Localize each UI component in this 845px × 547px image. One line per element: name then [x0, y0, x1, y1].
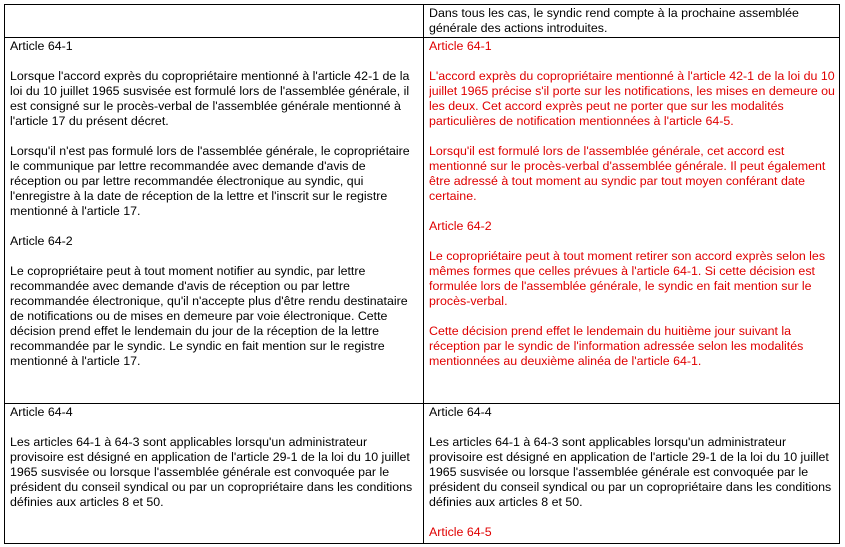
article-64-1-para-1-new: L'accord exprès du copropriétaire mentionné à l'article 42-1 de la loi du 10 juillet 1965 précise s'il porte sur les notifications, les mises en demeure ou les deux. Cet accord exprès peut ne porter que sur les modalités particulières de notification mentionnées à l'article 64-5. — [429, 69, 835, 128]
row1-right-cell — [429, 6, 835, 37]
column-divider — [423, 5, 424, 543]
article-64-5-heading-new: Article 64-5 — [429, 525, 492, 539]
article-64-1-para-2-current: Lorsqu'il n'est pas formulé lors de l'assemblée générale, le copropriétaire le communique par lettre recommandée avec demande d'avis de réception ou par lettre recommandée électronique au syndic, qui l'enregistre à la date de réception de la lettre et l'inscrit sur le registre mentionné à l'article 17. — [10, 144, 410, 218]
article-64-1-heading-new: Article 64-1 — [429, 39, 492, 53]
article-64-4-para-current: Les articles 64-1 à 64-3 sont applicables lorsqu'un administrateur provisoire est désigné en application de l'article 29-1 de la loi du 10 juillet 1965 susvisée ou lorsque l'assemblée générale est convoquée par le président du conseil syndical ou par un copropriétaire dans les conditions définies aux articles 8 et 50. — [10, 435, 413, 509]
article-64-2-para-2-new: Cette décision prend effet le lendemain du huitième jour suivant la réception par le syndic de l'information adressée selon les modalités mentionnées au deuxième alinéa de l'article 64-1. — [429, 324, 804, 368]
row1-right-text: Dans tous les cas, le syndic rend compte à la prochaine assemblée générale des actions introduites. — [429, 6, 799, 35]
row-divider-1 — [5, 37, 839, 38]
row2-left-cell — [10, 39, 418, 402]
row-divider-2 — [5, 403, 839, 404]
article-64-1-para-2-new: Lorsqu'il est formulé lors de l'assemblée générale, cet accord est mentionné sur le procès-verbal d'assemblée générale. Il peut également être adressé à tout moment au syndic par tout moyen conférant date certaine. — [429, 144, 826, 203]
article-64-2-para-1-new: Le copropriétaire peut à tout moment retirer son accord exprès selon les mêmes formes que celles prévues à l'article 64-1. Si cette décision est formulée lors de l'assemblée générale, le syndic en fait mention sur le procès-verbal. — [429, 249, 826, 308]
row3-left-cell — [10, 405, 418, 543]
article-64-1-para-1-current: Lorsque l'accord exprès du copropriétaire mentionné à l'article 42-1 de la loi du 10 juillet 1965 susvisée est formulé lors de l'assemblée générale, il est consigné sur le procès-verbal de l'assemblée générale mentionné à l'article 17 du présent décret. — [10, 69, 410, 128]
comparison-table — [4, 4, 840, 544]
article-64-1-heading-current: Article 64-1 — [10, 39, 73, 53]
article-64-4-heading-current: Article 64-4 — [10, 405, 73, 419]
row2-right-cell — [429, 39, 835, 402]
row1-left-cell — [10, 6, 418, 37]
article-64-4-heading-new: Article 64-4 — [429, 405, 492, 419]
article-64-2-heading-current: Article 64-2 — [10, 234, 73, 248]
article-64-2-para-current: Le copropriétaire peut à tout moment notifier au syndic, par lettre recommandée avec demande d'avis de réception ou par lettre recommandée électronique, qu'il n'accepte plus d'être rendu destinataire de notifications ou de mises en demeure par voie électronique. Cette décision prend effet le lendemain du jour de la réception de la lettre recommandée par le syndic. Le syndic en fait mention sur le registre mentionné à l'article 17. — [10, 264, 408, 368]
article-64-4-para-new: Les articles 64-1 à 64-3 sont applicables lorsqu'un administrateur provisoire est désigné en application de l'article 29-1 de la loi du 10 juillet 1965 susvisée ou lorsque l'assemblée générale est convoquée par le président du conseil syndical ou par un copropriétaire dans les conditions définies aux articles 8 et 50. — [429, 435, 832, 509]
row3-right-cell — [429, 405, 835, 543]
article-64-2-heading-new: Article 64-2 — [429, 219, 492, 233]
